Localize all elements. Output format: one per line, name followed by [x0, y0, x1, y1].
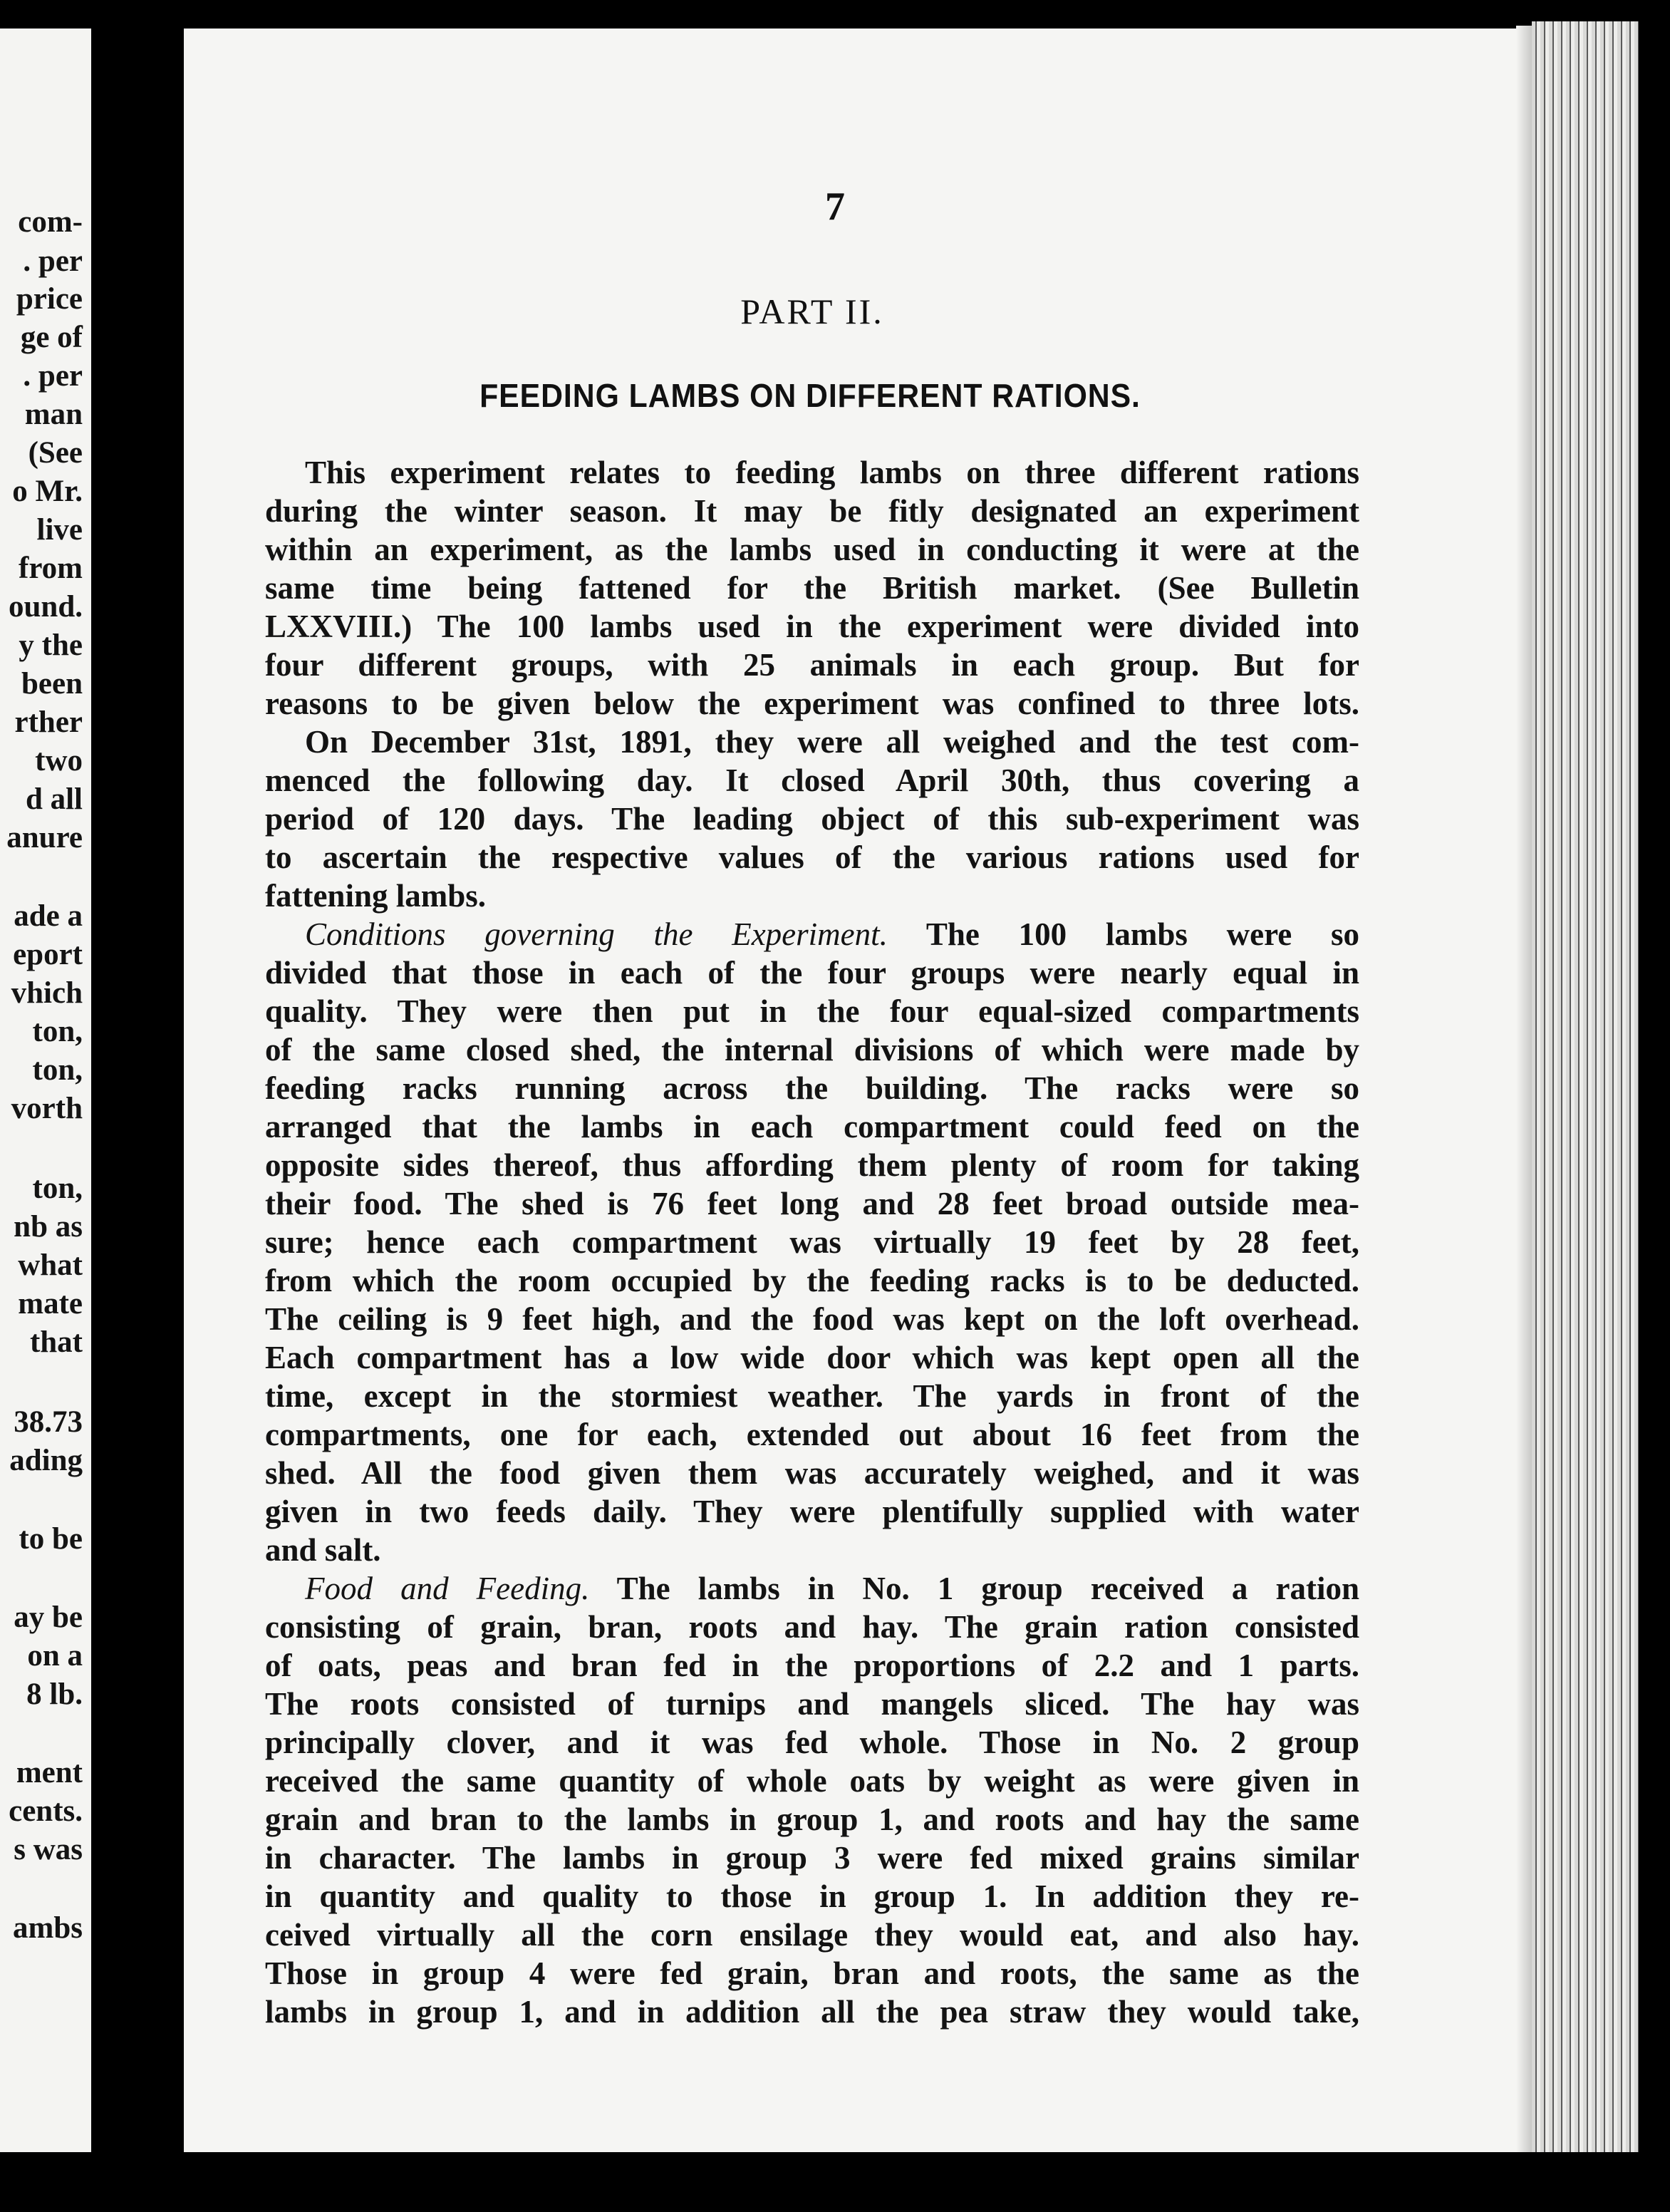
left-page-line: ton,	[32, 1015, 83, 1048]
left-page-line: 8 lb.	[26, 1678, 83, 1711]
text-line	[265, 1069, 1359, 1107]
text-line	[265, 877, 1359, 915]
left-page-line: two	[35, 744, 83, 777]
left-page-fragment	[0, 29, 91, 2152]
line-text: The ceiling is 9 feet high, and the food was kept on the loft overhead.	[265, 1301, 1359, 1337]
text-line	[265, 1261, 1359, 1300]
text-line	[265, 1954, 1359, 1993]
line-text: quality. They were then put in the four equal-sized compartments	[265, 993, 1359, 1029]
line-text: Those in group 4 were fed grain, bran and roots, the same as the	[265, 1955, 1359, 1991]
left-page-line: vhich	[11, 976, 83, 1010]
left-page-line: man	[24, 398, 83, 431]
line-text: from which the room occupied by the feeding racks is to be deducted.	[265, 1263, 1359, 1298]
text-line	[265, 1685, 1359, 1723]
text-line	[265, 723, 1359, 761]
text-line	[265, 1531, 1359, 1569]
left-page-line: ment	[16, 1756, 83, 1789]
line-text: shed. All the food given them was accurately weighed, and it was	[265, 1455, 1359, 1491]
text-line	[265, 1454, 1359, 1492]
line-text: in quantity and quality to those in group 1. In addition they re-	[265, 1878, 1359, 1914]
text-line	[265, 684, 1359, 723]
left-page-line: ading	[9, 1444, 83, 1477]
left-page-line: mate	[18, 1287, 83, 1321]
line-text: during the winter season. It may be fitly designated an experiment	[265, 493, 1359, 529]
left-page-line: to be	[19, 1522, 83, 1556]
text-line	[265, 1646, 1359, 1685]
page-number: 7	[825, 185, 845, 229]
line-text: sure; hence each compartment was virtually 19 feet by 28 feet,	[265, 1224, 1359, 1260]
text-line	[265, 1993, 1359, 2031]
left-page-line: s was	[14, 1833, 83, 1866]
line-text: reasons to be given below the experiment was confined to three lots.	[265, 686, 1359, 721]
text-line	[265, 915, 1359, 953]
line-text: consisting of grain, bran, roots and hay. The grain ration consisted	[265, 1609, 1359, 1645]
text-line	[265, 1762, 1359, 1800]
text-line	[265, 1916, 1359, 1954]
text-line	[265, 569, 1359, 607]
text-line	[265, 1839, 1359, 1877]
left-page-line: ay be	[14, 1601, 83, 1634]
left-page-line: d all	[25, 782, 83, 816]
line-text: The roots consisted of turnips and mangels sliced. The hay was	[265, 1686, 1359, 1722]
left-page-line: 38.73	[14, 1405, 83, 1439]
left-page-line: . per	[23, 244, 83, 278]
line-text: same time being fattened for the British market. (See Bulletin	[265, 570, 1359, 606]
book-page-edges	[1532, 21, 1639, 2152]
text-line	[265, 953, 1359, 992]
line-text: principally clover, and it was fed whole. Those in No. 2 group	[265, 1725, 1359, 1760]
left-page-line: eport	[13, 938, 83, 971]
text-line	[265, 1146, 1359, 1184]
text-line	[265, 1415, 1359, 1454]
left-page-line: o Mr.	[12, 475, 83, 508]
left-page-line: on a	[27, 1639, 83, 1673]
line-text: and salt.	[265, 1532, 381, 1568]
text-line	[265, 1107, 1359, 1146]
line-text: menced the following day. It closed April 30th, thus covering a	[265, 763, 1359, 798]
left-page-line: rther	[14, 706, 83, 739]
line-text: ceived virtually all the corn ensilage they would eat, and also hay.	[265, 1917, 1359, 1953]
text-line	[265, 1223, 1359, 1261]
left-page-line: ade a	[14, 899, 83, 933]
body-text	[265, 453, 1359, 2031]
text-line	[265, 1030, 1359, 1069]
left-page-line: y the	[19, 629, 83, 662]
text-line	[265, 1608, 1359, 1646]
left-page-line: ambs	[13, 1911, 83, 1945]
left-page-line: nb as	[14, 1210, 83, 1244]
left-page-line: (See	[28, 436, 83, 470]
text-line	[265, 1184, 1359, 1223]
line-text: LXXVIII.) The 100 lambs used in the experiment were divided into	[265, 609, 1359, 644]
line-text: This experiment relates to feeding lambs on three different rations	[305, 455, 1359, 490]
section-lead: Conditions governing the Experiment.	[305, 916, 888, 952]
text-line	[265, 453, 1359, 492]
left-page-line: ton,	[32, 1172, 83, 1205]
left-page-line: ge of	[20, 321, 83, 354]
line-text: given in two feeds daily. They were plentifully supplied with water	[265, 1494, 1359, 1529]
text-line	[265, 646, 1359, 684]
text-line	[265, 492, 1359, 530]
line-text: The 100 lambs were so	[887, 916, 1359, 952]
line-text: Each compartment has a low wide door which was kept open all the	[265, 1340, 1359, 1375]
line-text: The lambs in No. 1 group received a ration	[589, 1571, 1359, 1606]
left-page-line: ound.	[9, 590, 83, 624]
line-text: their food. The shed is 76 feet long and 28 feet broad outside mea-	[265, 1186, 1359, 1221]
text-line	[265, 800, 1359, 838]
left-page-line: cents.	[9, 1794, 83, 1828]
left-page-line: that	[29, 1325, 83, 1359]
left-page-line: vorth	[11, 1092, 83, 1125]
text-line	[265, 1377, 1359, 1415]
text-line	[265, 607, 1359, 646]
text-line	[265, 1492, 1359, 1531]
line-text: opposite sides thereof, thus affording them plenty of room for taking	[265, 1147, 1359, 1183]
line-text: divided that those in each of the four groups were nearly equal in	[265, 955, 1359, 991]
line-text: fattening lambs.	[265, 878, 487, 914]
left-page-line: com-	[18, 205, 83, 239]
line-text: feeding racks running across the building. The racks were so	[265, 1070, 1359, 1106]
text-line	[265, 1300, 1359, 1338]
text-line	[265, 1569, 1359, 1608]
left-page-line: live	[36, 513, 83, 547]
text-line	[265, 1877, 1359, 1916]
line-text: On December 31st, 1891, they were all weighed and the test com-	[305, 724, 1359, 760]
line-text: in character. The lambs in group 3 were fed mixed grains similar	[265, 1840, 1359, 1876]
text-line	[265, 761, 1359, 800]
line-text: four different groups, with 25 animals in each group. But for	[265, 647, 1359, 683]
left-page-line: ton,	[32, 1053, 83, 1087]
line-text: time, except in the stormiest weather. The yards in front of the	[265, 1378, 1359, 1414]
left-page-line: price	[16, 282, 83, 316]
line-text: compartments, one for each, extended out about 16 feet from the	[265, 1417, 1359, 1452]
text-line	[265, 838, 1359, 877]
part-heading: PART II.	[740, 291, 884, 331]
left-page-line: what	[18, 1249, 83, 1282]
left-page-line: anure	[6, 821, 83, 854]
line-text: grain and bran to the lambs in group 1, and roots and hay the same	[265, 1802, 1359, 1837]
line-text: of oats, peas and bran fed in the proportions of 2.2 and 1 parts.	[265, 1648, 1359, 1683]
line-text: arranged that the lambs in each compartment could feed on the	[265, 1109, 1359, 1144]
line-text: received the same quantity of whole oats by weight as were given in	[265, 1763, 1359, 1799]
text-line	[265, 1800, 1359, 1839]
text-line	[265, 1338, 1359, 1377]
text-line	[265, 530, 1359, 569]
line-text: to ascertain the respective values of the various rations used for	[265, 839, 1359, 875]
section-lead: Food and Feeding.	[305, 1571, 590, 1606]
left-page-line: . per	[23, 359, 83, 393]
text-line	[265, 992, 1359, 1030]
left-page-line: from	[19, 552, 83, 585]
main-heading: FEEDING LAMBS ON DIFFERENT RATIONS.	[479, 377, 1141, 414]
line-text: of the same closed shed, the internal divisions of which were made by	[265, 1032, 1359, 1068]
line-text: within an experiment, as the lambs used in conducting it were at the	[265, 532, 1359, 567]
line-text: lambs in group 1, and in addition all the pea straw they would take,	[265, 1994, 1359, 2030]
line-text: period of 120 days. The leading object of this sub-experiment was	[265, 801, 1359, 837]
text-line	[265, 1723, 1359, 1762]
left-page-line: been	[21, 667, 83, 701]
